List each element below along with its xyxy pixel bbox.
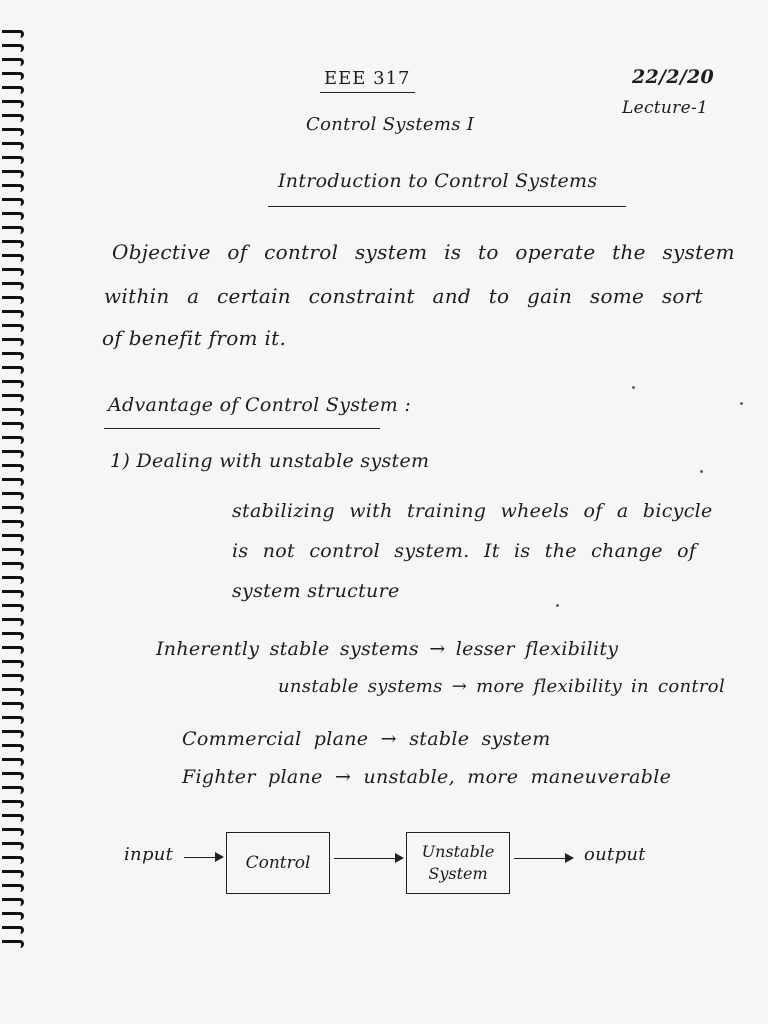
output-arrow <box>514 858 572 859</box>
spiral-ring <box>2 408 24 416</box>
spiral-ring <box>2 170 24 178</box>
control-block <box>226 832 330 894</box>
spiral-ring <box>2 184 24 192</box>
spiral-ring <box>2 226 24 234</box>
spiral-ring <box>2 590 24 598</box>
spiral-ring <box>2 478 24 486</box>
spiral-ring <box>2 492 24 500</box>
spiral-ring <box>2 30 24 38</box>
unstable-system-block <box>406 832 510 894</box>
spiral-ring <box>2 534 24 542</box>
spiral-ring <box>2 240 24 248</box>
spiral-ring <box>2 730 24 738</box>
commercial-plane-line: Commercial plane → stable system <box>182 728 551 750</box>
unstable-block-line-1: Unstable <box>421 842 495 861</box>
spiral-ring <box>2 58 24 66</box>
spiral-ring <box>2 352 24 360</box>
paper-speck <box>632 386 635 389</box>
spiral-ring <box>2 254 24 262</box>
spiral-ring <box>2 156 24 164</box>
note-line-1: stabilizing with training wheels of a bicycle <box>232 500 713 522</box>
spiral-ring <box>2 828 24 836</box>
spiral-ring <box>2 464 24 472</box>
spiral-ring <box>2 632 24 640</box>
spiral-ring <box>2 212 24 220</box>
diagram-input-label: input <box>124 844 174 865</box>
objective-line-1: Objective of control system is to operate the system <box>112 240 735 264</box>
paper-speck <box>740 402 743 405</box>
spiral-ring <box>2 800 24 808</box>
spiral-ring <box>2 72 24 80</box>
date: 22/2/20 <box>632 66 715 88</box>
spiral-ring <box>2 324 24 332</box>
spiral-ring <box>2 660 24 668</box>
spiral-ring <box>2 562 24 570</box>
spiral-ring <box>2 870 24 878</box>
spiral-ring <box>2 898 24 906</box>
spiral-ring <box>2 422 24 430</box>
spiral-ring <box>2 86 24 94</box>
spiral-ring <box>2 310 24 318</box>
spiral-ring <box>2 856 24 864</box>
spiral-ring <box>2 436 24 444</box>
stable-systems-line: Inherently stable systems → lesser flexibility <box>156 638 619 660</box>
spiral-binding <box>0 30 26 960</box>
advantage-underline <box>104 428 380 429</box>
spiral-ring <box>2 114 24 122</box>
spiral-ring <box>2 926 24 934</box>
course-code: EEE 317 <box>320 68 415 93</box>
objective-line-2: within a certain constraint and to gain some sort <box>104 284 703 308</box>
paper-speck <box>700 470 703 473</box>
topic-underline <box>268 206 626 207</box>
spiral-ring <box>2 198 24 206</box>
spiral-ring <box>2 772 24 780</box>
spiral-ring <box>2 940 24 948</box>
spiral-ring <box>2 450 24 458</box>
note-line-3: system structure <box>232 580 400 602</box>
spiral-ring <box>2 912 24 920</box>
spiral-ring <box>2 814 24 822</box>
note-line-2: is not control system. It is the change of <box>232 540 697 562</box>
advantage-item-1: 1) Dealing with unstable system <box>110 450 430 472</box>
spiral-ring <box>2 338 24 346</box>
spiral-ring <box>2 394 24 402</box>
objective-line-3: of benefit from it. <box>102 326 287 350</box>
spiral-ring <box>2 296 24 304</box>
middle-arrow <box>334 858 402 859</box>
spiral-ring <box>2 506 24 514</box>
spiral-ring <box>2 786 24 794</box>
spiral-ring <box>2 702 24 710</box>
spiral-ring <box>2 758 24 766</box>
spiral-ring <box>2 366 24 374</box>
unstable-block-line-2: System <box>428 864 488 883</box>
spiral-ring <box>2 268 24 276</box>
advantage-heading: Advantage of Control System : <box>108 394 412 416</box>
unstable-systems-line: unstable systems → more flexibility in control <box>278 676 725 697</box>
spiral-ring <box>2 646 24 654</box>
spiral-ring <box>2 576 24 584</box>
spiral-ring <box>2 100 24 108</box>
paper-speck <box>556 604 559 607</box>
spiral-ring <box>2 716 24 724</box>
spiral-ring <box>2 520 24 528</box>
input-arrow <box>184 857 222 858</box>
spiral-ring <box>2 282 24 290</box>
spiral-ring <box>2 44 24 52</box>
spiral-ring <box>2 604 24 612</box>
diagram-output-label: output <box>584 844 646 865</box>
spiral-ring <box>2 842 24 850</box>
spiral-ring <box>2 744 24 752</box>
spiral-ring <box>2 548 24 556</box>
spiral-ring <box>2 884 24 892</box>
spiral-ring <box>2 380 24 388</box>
topic-title: Introduction to Control Systems <box>278 170 598 192</box>
control-block-label: Control <box>245 853 311 873</box>
spiral-ring <box>2 128 24 136</box>
lecture-label: Lecture-1 <box>622 98 709 118</box>
spiral-ring <box>2 618 24 626</box>
spiral-ring <box>2 142 24 150</box>
subject-title: Control Systems I <box>306 114 475 135</box>
spiral-ring <box>2 688 24 696</box>
fighter-plane-line: Fighter plane → unstable, more maneuverable <box>182 766 672 788</box>
spiral-ring <box>2 674 24 682</box>
